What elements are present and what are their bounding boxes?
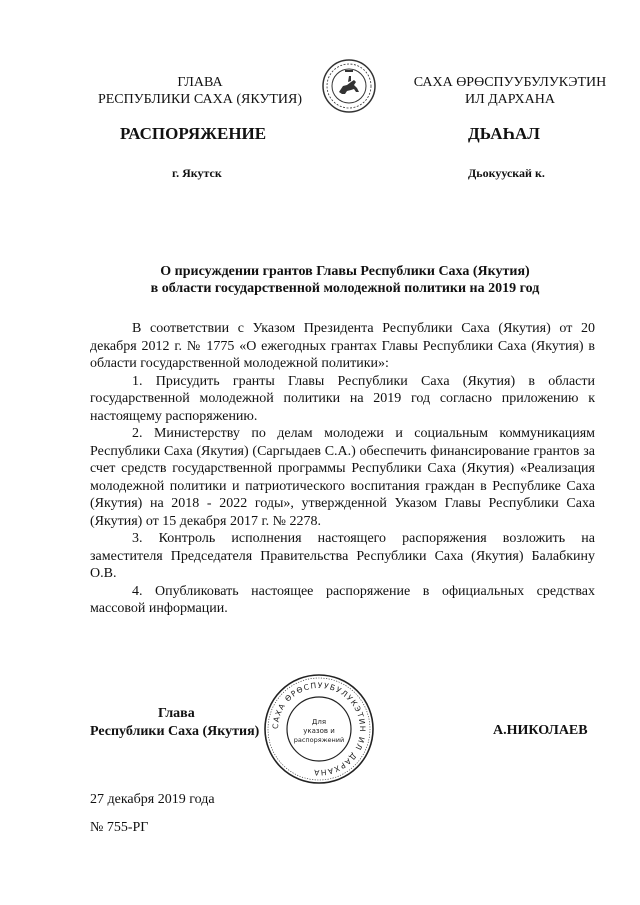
signatory-title-line2: Республики Саха (Якутия) bbox=[90, 724, 260, 739]
document-body bbox=[90, 320, 595, 618]
stamp-ring-text: САХА ӨРӨСПУУБУЛУКЭТИН ИЛ ДАРХАНА bbox=[270, 680, 368, 778]
document-number: № 755-РГ bbox=[90, 820, 149, 835]
document-type-sakha: ДЬАҺАЛ bbox=[468, 124, 540, 143]
header-left bbox=[70, 74, 330, 108]
coat-of-arms-emblem bbox=[321, 58, 377, 114]
subject-line1: О присуждении грантов Главы Республики Саха (Якутия) bbox=[160, 264, 530, 279]
city-sakha: Дьокуускай к. bbox=[468, 166, 545, 180]
subject-line2: в области государственной молодежной политики на 2019 год bbox=[150, 281, 540, 296]
header-right bbox=[380, 74, 640, 108]
body-intro: В соответствии с Указом Президента Республики Саха (Якутия) от 20 декабря 2012 г. № 1775 «О ежегодных грантах Главы Республики Саха (Якутия) в области государственной молодежной политики»: bbox=[90, 321, 595, 371]
stamp-center-line3: распоряжений bbox=[293, 736, 345, 744]
official-stamp bbox=[262, 672, 376, 786]
header-right-line1: САХА ӨРӨСПУУБУЛУКЭТИН bbox=[413, 75, 607, 90]
header-right-line2: ИЛ ДАРХАНА bbox=[464, 92, 555, 107]
document-subject bbox=[90, 263, 600, 297]
body-paragraph-3: 3. Контроль исполнения настоящего распоряжения возложить на заместителя Председателя Правительства Республики Саха (Якутия) Балабкину О.В. bbox=[90, 531, 595, 581]
header-left-line2: РЕСПУБЛИКИ САХА (ЯКУТИЯ) bbox=[97, 92, 303, 107]
body-paragraph-4: 4. Опубликовать настоящее распоряжение в официальных средствах массовой информации. bbox=[90, 583, 595, 616]
signatory-title-line1: Глава bbox=[158, 706, 195, 721]
document-date: 27 декабря 2019 года bbox=[90, 792, 215, 807]
body-paragraph-2: 2. Министерству по делам молодежи и социальным коммуникациям Республики Саха (Якутия) (Саргыдаев С.А.) обеспечить финансирование грантов за счет средств государственной программы Республики Саха (Якутия) «Реализация молодежной политики и патриотического воспитания граждан в Республике Саха (Якутия) на 2018 - 2022 годы», утвержденной Указом Главы Республики Саха (Якутия) от 15 декабря 2017 г. № 2278. bbox=[90, 426, 595, 529]
header-left-line1: ГЛАВА bbox=[177, 75, 223, 90]
body-paragraph-1: 1. Присудить гранты Главы Республики Саха (Якутия) в области государственной молодежной политики на 2019 год согласно приложению к настоящему распоряжению. bbox=[90, 373, 595, 424]
stamp-center-line2: указов и bbox=[303, 727, 335, 735]
stamp-center-line1: Для bbox=[311, 718, 327, 726]
signatory-name: А.НИКОЛАЕВ bbox=[493, 723, 588, 738]
document-type-ru: РАСПОРЯЖЕНИЕ bbox=[120, 124, 267, 143]
signatory-title bbox=[90, 705, 259, 741]
city-ru: г. Якутск bbox=[172, 166, 222, 180]
